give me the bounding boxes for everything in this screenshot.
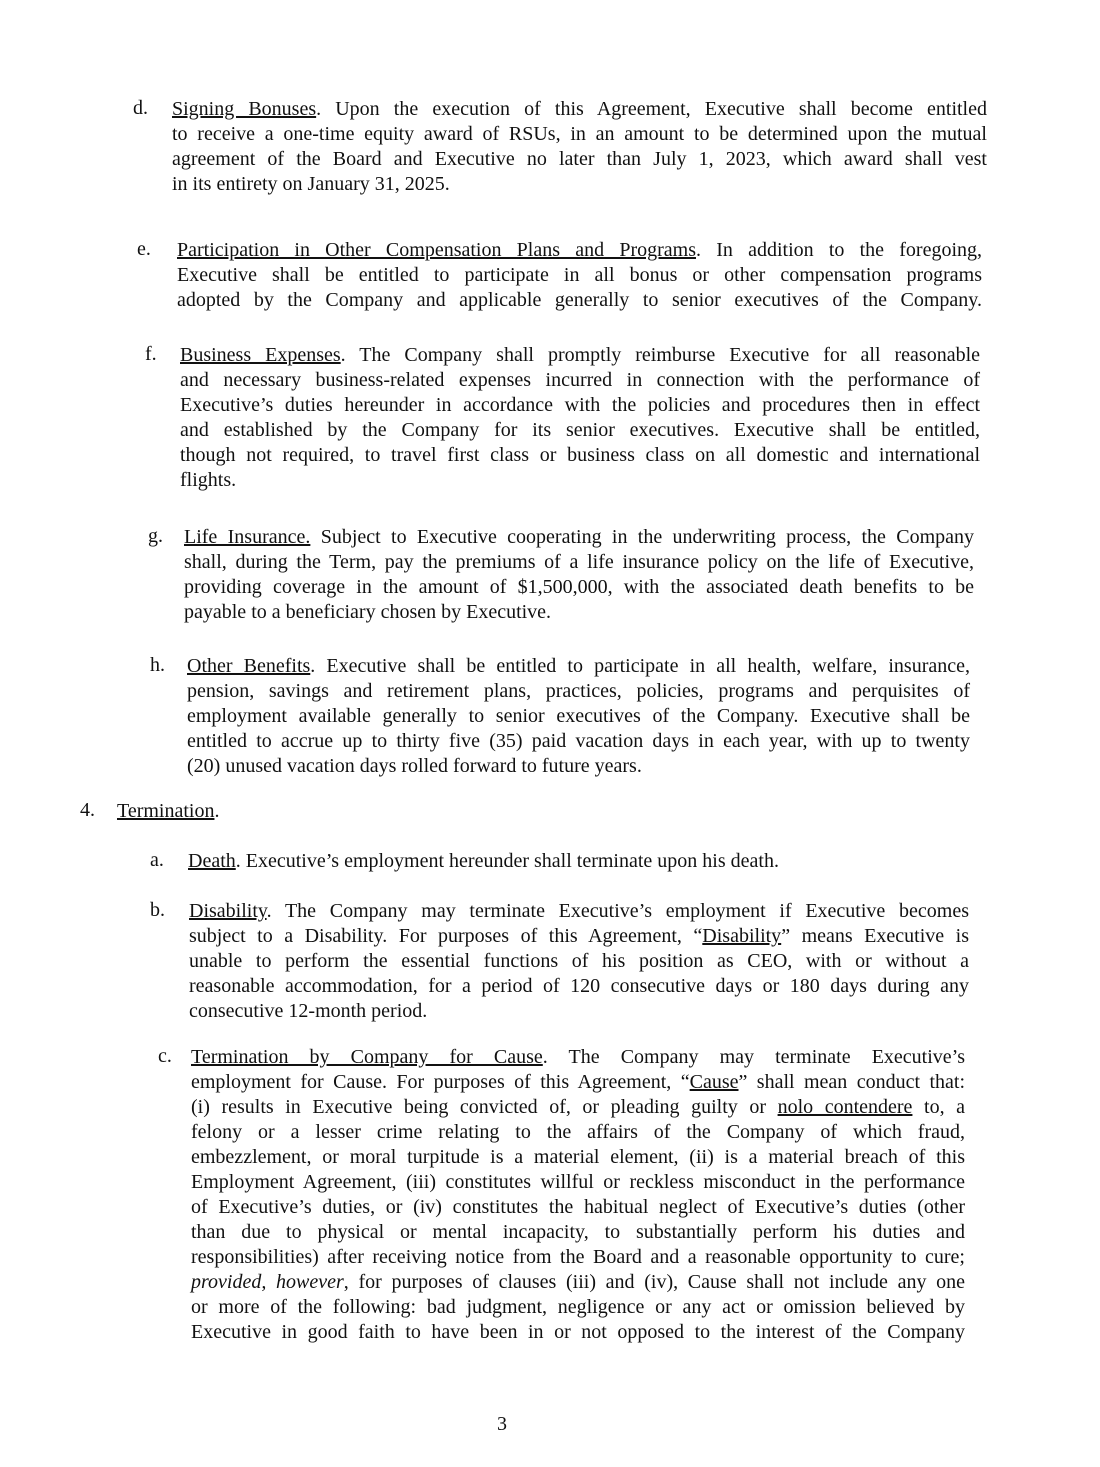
- section-label: e.: [137, 238, 151, 260]
- underlined-term: Disability: [702, 925, 782, 947]
- text-segment: unable to perform the essential functions of his position as CEO, with or without a: [189, 950, 969, 972]
- text-segment: pension, savings and retirement plans, practices, policies, programs and perquisites of: [187, 680, 970, 702]
- italic-text: provided, however: [191, 1271, 344, 1293]
- underlined-term: Signing Bonuses: [172, 98, 317, 120]
- text-line: [191, 1245, 965, 1270]
- text-line: [191, 1270, 965, 1295]
- text-segment: or more of the following: bad judgment, negligence or any act or omission believed by: [191, 1296, 965, 1318]
- section-label: h.: [150, 654, 165, 676]
- text-segment: flights.: [180, 469, 237, 491]
- text-line: [117, 799, 517, 824]
- underlined-term: Life Insurance.: [184, 526, 311, 548]
- text-line: [180, 418, 980, 443]
- underlined-term: Cause: [689, 1071, 739, 1093]
- text-segment: to, a: [912, 1096, 966, 1118]
- section-label: b.: [150, 899, 165, 921]
- text-segment: though not required, to travel first class or business class on all domestic and international: [180, 444, 980, 466]
- section-body: [184, 525, 974, 625]
- text-segment: in its entirety on January 31, 2025.: [172, 173, 450, 195]
- text-line: [191, 1095, 965, 1120]
- section-label: a.: [150, 849, 164, 871]
- text-segment: Subject to Executive cooperating in the underwriting process, the Company: [310, 526, 974, 548]
- underlined-term: Termination: [117, 800, 215, 822]
- text-line: [180, 443, 980, 468]
- section-label: f.: [145, 343, 157, 365]
- text-segment: . The Company shall promptly reimburse Executive for all reasonable: [340, 344, 981, 366]
- section-body: [191, 1045, 965, 1345]
- text-line: [184, 525, 974, 550]
- text-segment: . Executive shall be entitled to participate in all health, welfare, insurance,: [310, 655, 970, 677]
- page-number: 3: [497, 1413, 507, 1435]
- text-segment: agreement of the Board and Executive no later than July 1, 2023, which award shall vest: [172, 148, 987, 170]
- text-line: [172, 172, 987, 197]
- text-line: [191, 1220, 965, 1245]
- text-line: [189, 924, 969, 949]
- text-segment: . In addition to the foregoing,: [696, 239, 983, 261]
- text-segment: employment for Cause. For purposes of this Agreement, “: [191, 1071, 690, 1093]
- text-line: [191, 1195, 965, 1220]
- text-segment: Executive shall be entitled to participate in all bonus or other compensation programs: [177, 264, 982, 286]
- text-line: [191, 1070, 965, 1095]
- text-line: [184, 575, 974, 600]
- text-segment: ” shall mean conduct that:: [738, 1071, 965, 1093]
- text-segment: (20) unused vacation days rolled forward to future years.: [187, 755, 642, 777]
- text-line: [187, 754, 970, 779]
- text-line: [180, 343, 980, 368]
- text-line: [191, 1170, 965, 1195]
- text-segment: . Executive’s employment hereunder shall terminate upon his death.: [235, 850, 779, 872]
- text-line: [177, 238, 982, 263]
- text-line: [189, 999, 969, 1024]
- text-line: [187, 704, 970, 729]
- text-line: [189, 899, 969, 924]
- underlined-term: nolo contendere: [777, 1096, 913, 1118]
- text-segment: . Upon the execution of this Agreement, Executive shall become entitled: [316, 98, 987, 120]
- text-segment: Employment Agreement, (iii) constitutes willful or reckless misconduct in the performance: [191, 1171, 965, 1193]
- text-segment: than due to physical or mental incapacity, to substantially perform his duties and: [191, 1221, 965, 1243]
- text-segment: subject to a Disability. For purposes of this Agreement, “: [189, 925, 703, 947]
- text-line: [191, 1045, 965, 1070]
- underlined-term: Termination by Company for Cause: [191, 1046, 543, 1068]
- text-line: [191, 1145, 965, 1170]
- section-label: d.: [133, 97, 148, 119]
- text-segment: entitled to accrue up to thirty five (35) paid vacation days in each year, with up to twenty: [187, 730, 970, 752]
- text-line: [172, 97, 987, 122]
- underlined-term: Other Benefits: [187, 655, 311, 677]
- text-line: [187, 654, 970, 679]
- section-body: [187, 654, 970, 779]
- text-segment: , for purposes of clauses (iii) and (iv), Cause shall not include any one: [343, 1271, 965, 1293]
- section-label: c.: [158, 1045, 172, 1067]
- text-segment: embezzlement, or moral turpitude is a material element, (ii) is a material breach of this: [191, 1146, 965, 1168]
- text-line: [184, 550, 974, 575]
- section-body: [188, 849, 888, 874]
- underlined-term: Business Expenses: [180, 344, 341, 366]
- text-segment: felony or a lesser crime relating to the affairs of the Company of which fraud,: [191, 1121, 965, 1143]
- text-segment: (i) results in Executive being convicted of, or pleading guilty or: [191, 1096, 778, 1118]
- section-body: [180, 343, 980, 493]
- text-segment: adopted by the Company and applicable generally to senior executives of the Company.: [177, 289, 982, 311]
- text-line: [189, 974, 969, 999]
- text-segment: of Executive’s duties, or (iv) constitutes the habitual neglect of Executive’s duties (other: [191, 1196, 965, 1218]
- text-line: [191, 1120, 965, 1145]
- section-label: g.: [148, 525, 163, 547]
- text-segment: payable to a beneficiary chosen by Executive.: [184, 601, 552, 623]
- text-segment: .: [214, 800, 220, 822]
- text-segment: responsibilities) after receiving notice from the Board and a reasonable opportunity to cure;: [191, 1246, 965, 1268]
- text-line: [180, 368, 980, 393]
- text-segment: to receive a one-time equity award of RSUs, in an amount to be determined upon the mutual: [172, 123, 987, 145]
- section-body: [117, 799, 517, 824]
- text-line: [180, 468, 980, 493]
- underlined-term: Participation in Other Compensation Plans and Programs: [177, 239, 696, 261]
- text-line: [191, 1320, 965, 1345]
- section-label: 4.: [80, 799, 95, 821]
- text-line: [191, 1295, 965, 1320]
- text-line: [189, 949, 969, 974]
- text-line: [188, 849, 888, 874]
- text-segment: employment available generally to senior executives of the Company. Executive shall be: [187, 705, 970, 727]
- text-line: [184, 600, 974, 625]
- text-line: [172, 147, 987, 172]
- text-segment: . The Company may terminate Executive’s: [542, 1046, 965, 1068]
- text-line: [177, 263, 982, 288]
- text-line: [172, 122, 987, 147]
- section-body: [189, 899, 969, 1024]
- section-body: [172, 97, 987, 197]
- text-segment: . The Company may terminate Executive’s employment if Executive becomes: [266, 900, 969, 922]
- text-segment: Executive in good faith to have been in or not opposed to the interest of the Company: [191, 1321, 965, 1343]
- text-segment: providing coverage in the amount of $1,500,000, with the associated death benefits to be: [184, 576, 974, 598]
- text-segment: shall, during the Term, pay the premiums of a life insurance policy on the life of Executive,: [184, 551, 974, 573]
- text-line: [187, 729, 970, 754]
- underlined-term: Disability: [189, 900, 267, 922]
- text-segment: and established by the Company for its senior executives. Executive shall be entitled,: [180, 419, 980, 441]
- text-line: [180, 393, 980, 418]
- underlined-term: Death: [188, 850, 236, 872]
- text-segment: reasonable accommodation, for a period of 120 consecutive days or 180 days during any: [189, 975, 969, 997]
- text-line: [187, 679, 970, 704]
- text-segment: and necessary business-related expenses incurred in connection with the performance of: [180, 369, 980, 391]
- text-segment: ” means Executive is: [781, 925, 969, 947]
- text-segment: Executive’s duties hereunder in accordance with the policies and procedures then in effect: [180, 394, 980, 416]
- section-body: [177, 238, 982, 313]
- text-line: [177, 288, 982, 313]
- text-segment: consecutive 12-month period.: [189, 1000, 428, 1022]
